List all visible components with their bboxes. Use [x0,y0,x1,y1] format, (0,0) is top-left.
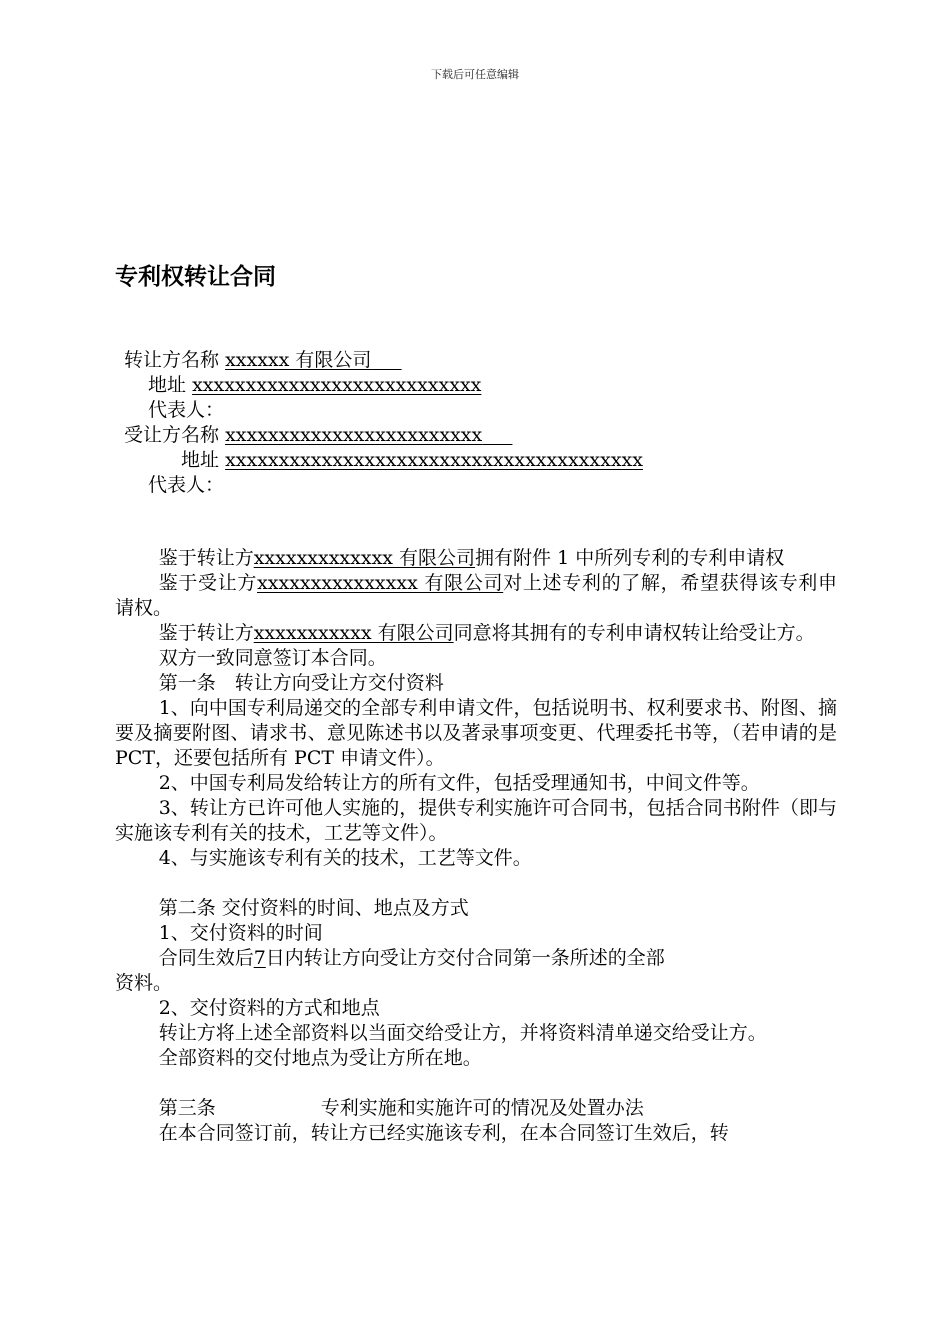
transferee-name-label: 受让方名称 [124,424,220,446]
article2-time-cont: 资料。 [115,972,173,994]
article1-item4: 4、与实施该专利有关的技术，工艺等文件。 [158,847,532,869]
transferor-name-label: 转让方名称 [124,349,220,371]
transferee-name-field: xxxxxxxxxxxxxxxxxxxxxxxx [225,424,483,446]
recital-1: 鉴于转让方xxxxxxxxxxxxx 有限公司拥有附件 1 中所列专利的专利申请权 [158,547,785,569]
recital-4: 双方一致同意签订本合同。 [158,647,387,669]
document-title: 专利权转让合同 [115,264,276,290]
contract-body [115,546,837,1146]
article2-sub2: 2、交付资料的方式和地点 [158,997,380,1019]
transferee-name-line [124,423,512,448]
article1-heading: 第一条 转让方向受让方交付资料 [158,672,444,694]
article1-item3: 3、转让方已许可他人实施的，提供专利实施许可合同书，包括合同书附件（即与实施该专利有关的技术，工艺等文件）。 [115,797,837,844]
transferee-address-line [181,448,643,473]
transferor-address-field: xxxxxxxxxxxxxxxxxxxxxxxxxxx [192,374,482,396]
article1-item2: 2、中国专利局发给转让方的所有文件，包括受理通知书，中间文件等。 [158,772,760,794]
recital-2: 鉴于受让方xxxxxxxxxxxxxxx 有限公司对上述专利的了解，希望获得该专利申请权。 [115,572,837,619]
article3-heading: 第三条 专利实施和实施许可的情况及处置办法 [158,1097,644,1119]
article2-heading: 第二条 交付资料的时间、地点及方式 [158,897,469,919]
recital-3: 鉴于转让方xxxxxxxxxxx 有限公司同意将其拥有的专利申请权转让给受让方。 [158,622,815,644]
transferor-address-line [148,373,481,398]
article1-item1: 1、向中国专利局递交的全部专利申请文件，包括说明书、权利要求书、附图、摘要及摘要附图、请求书、意见陈述书以及著录事项变更、代理委托书等，（若申请的是 PCT，还要包括所有 PCT 申请文件）。 [115,697,837,769]
article2-place: 全部资料的交付地点为受让方所在地。 [158,1047,482,1069]
transferor-rep-label: 代表人： [148,399,225,421]
transferee-address-label: 地址 [181,449,220,471]
article2-method: 转让方将上述全部资料以当面交给受让方，并将资料清单递交给受让方。 [158,1022,767,1044]
article3-text: 在本合同签订前，转让方已经实施该专利，在本合同签订生效后，转 [158,1122,729,1144]
article2-sub1: 1、交付资料的时间 [158,922,323,944]
page-header: 下载后可任意编辑 [431,68,519,81]
transferor-name-line [124,348,402,373]
transferor-name-field: xxxxxx 有限公司 [225,349,372,371]
transferor-address-label: 地址 [148,374,187,396]
transferee-rep-label: 代表人： [148,474,225,496]
transferee-address-field: xxxxxxxxxxxxxxxxxxxxxxxxxxxxxxxxxxxxxxx [225,449,643,471]
article2-time: 合同生效后7日内转让方向受让方交付合同第一条所述的全部 [158,947,665,969]
